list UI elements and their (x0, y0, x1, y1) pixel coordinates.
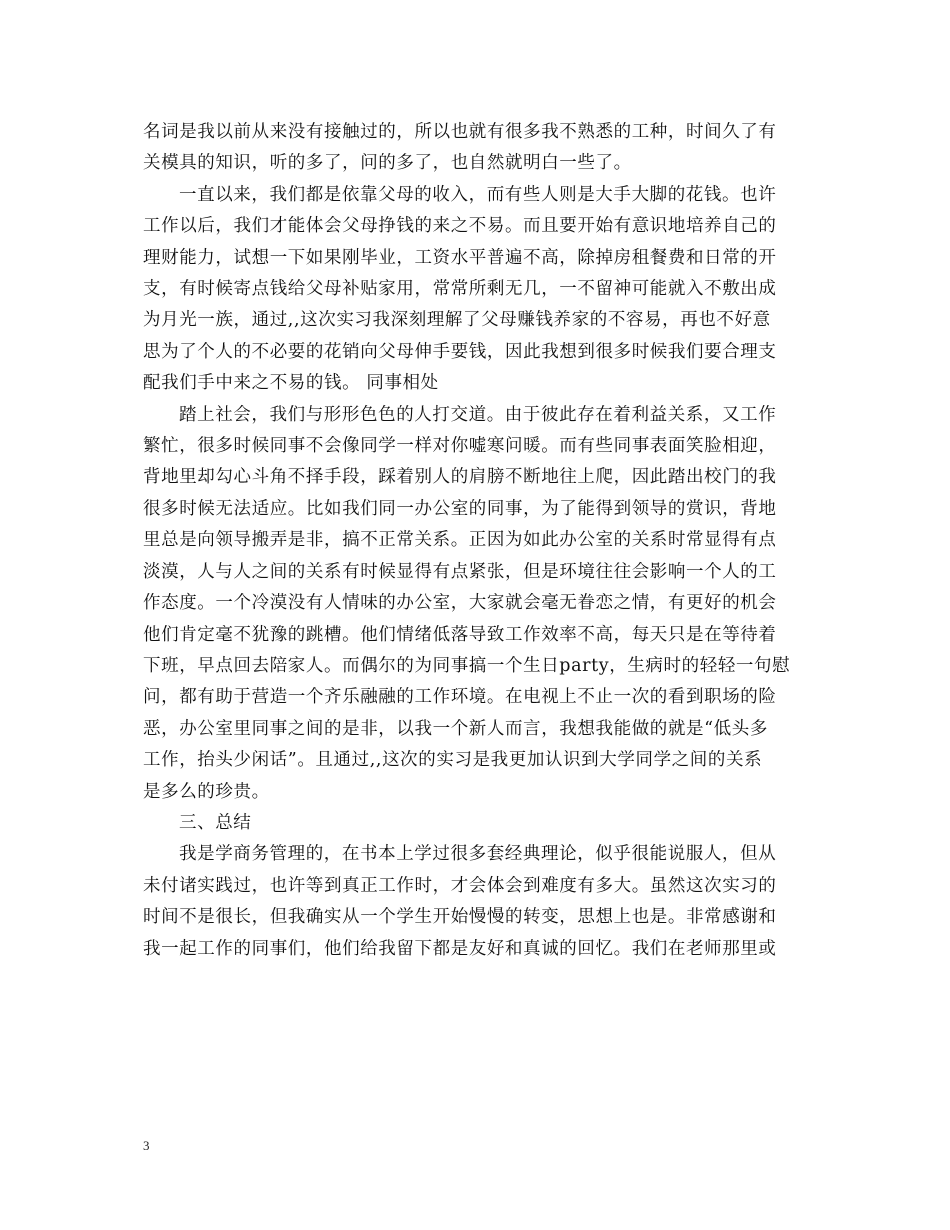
text-line: 他们肯定毫不犹豫的跳槽。他们情绪低落导致工作效率不高，每天只是在等待着 (143, 624, 777, 645)
paragraph (143, 839, 815, 965)
paragraph (143, 117, 815, 180)
text-line: 踏上社会，我们与形形色色的人打交道。由于彼此存在着利益关系，又工作 (179, 404, 777, 425)
text-line: 作态度。一个冷漠没有人情味的办公室，大家就会毫无眷恋之情，有更好的机会 (143, 593, 777, 614)
text-line: 思为了个人的不必要的花销向父母伸手要钱，因此我想到很多时候我们要合理支 (143, 341, 777, 362)
text-line: 下班，早点回去陪家人。而偶尔的为同事搞一个生日party，生病时的轻轻一句慰 (143, 655, 791, 676)
paragraph (143, 400, 815, 808)
text-line: 一直以来，我们都是依靠父母的收入，而有些人则是大手大脚的花钱。也许 (179, 184, 777, 205)
text-line: 很多时候无法适应。比如我们同一办公室的同事，为了能得到领导的赏识，背地 (143, 498, 777, 519)
text-line: 是多么的珍贵。 (143, 781, 270, 802)
text-line: 配我们手中来之不易的钱。 同事相处 (143, 373, 439, 394)
text-line: 理财能力，试想一下如果刚毕业，工资水平普遍不高，除掉房租餐费和日常的开 (143, 247, 777, 268)
text-line: 背地里却勾心斗角不择手段，踩着别人的肩膀不断地往上爬，因此踏出校门的我 (143, 467, 777, 488)
text-line: 恶，办公室里同事之间的是非，以我一个新人而言，我想我能做的就是“低头多 (143, 718, 768, 739)
text-line: 关模具的知识，听的多了，问的多了，也自然就明白一些了。 (143, 153, 632, 174)
document-body (143, 117, 815, 965)
text-line: 工作以后，我们才能体会父母挣钱的来之不易。而且要开始有意识地培养自己的 (143, 216, 777, 237)
text-line: 时间不是很长，但我确实从一个学生开始慢慢的转变，思想上也是。非常感谢和 (143, 907, 777, 928)
paragraph (143, 808, 815, 839)
text-line: 问，都有助于营造一个齐乐融融的工作环境。在电视上不止一次的看到职场的险 (143, 687, 777, 708)
text-line: 未付诸实践过，也许等到真正工作时，才会体会到难度有多大。虽然这次实习的 (143, 875, 777, 896)
text-line: 为月光一族，通过,,这次实习我深刻理解了父母赚钱养家的不容易，再也不好意 (143, 310, 771, 331)
text-line: 三、总结 (179, 812, 252, 833)
text-line: 我一起工作的同事们，他们给我留下都是友好和真诚的回忆。我们在老师那里或 (143, 938, 777, 959)
text-line: 名词是我以前从来没有接触过的，所以也就有很多我不熟悉的工种，时间久了有 (143, 122, 777, 142)
text-line: 我是学商务管理的，在书本上学过很多套经典理论，似乎很能说服人，但从 (179, 844, 777, 865)
paragraph (143, 180, 815, 400)
text-line: 繁忙，很多时候同事不会像同学一样对你嘘寒问暖。而有些同事表面笑脸相迎， (143, 436, 777, 457)
text-line: 里总是向领导搬弄是非，搞不正常关系。正因为如此办公室的关系时常显得有点 (143, 530, 777, 551)
text-line: 工作，抬头少闲话”。且通过,,这次的实习是我更加认识到大学同学之间的关系 (143, 750, 763, 771)
page-number: 3 (143, 1138, 150, 1153)
text-line: 淡漠，人与人之间的关系有时候显得有点紧张，但是环境往往会影响一个人的工 (143, 561, 777, 582)
text-line: 支，有时候寄点钱给父母补贴家用，常常所剩无几，一不留神可能就入不敷出成 (143, 279, 777, 300)
